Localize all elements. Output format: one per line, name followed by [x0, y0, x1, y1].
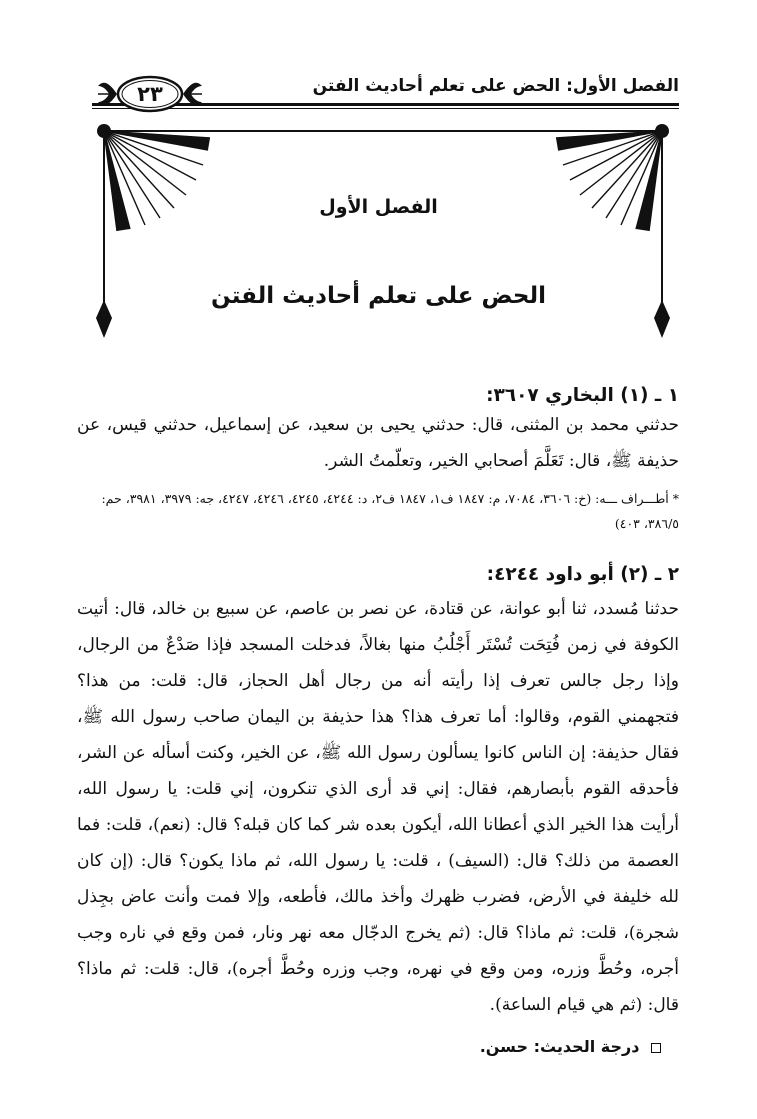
square-bullet-icon	[651, 1043, 661, 1053]
hadith-1-text: حدثني محمد بن المثنى، قال: حدثني يحيى بن سعيد، عن إسماعيل، حدثني قيس، عن حذيفة ﷺ، قال: تَعَلَّمَ أصحابي الخير، وتعلّمتُ الشر.	[77, 415, 679, 471]
hadith-2-text-block	[77, 591, 679, 1023]
hadith-2-heading-block	[77, 560, 679, 590]
hadith-1-text-block	[77, 407, 679, 479]
page-number: ٢٣	[137, 82, 163, 106]
chapter-title: الحض على تعلم أحاديث الفتن	[211, 283, 546, 309]
grade-label: درجة الحديث:	[533, 1037, 640, 1056]
hadith-2-grade-block	[77, 1032, 661, 1062]
hadith-1-heading: ١ ـ (١) البخاري ٣٦٠٧:	[486, 385, 679, 406]
hadith-1-tracks-block	[77, 486, 679, 536]
hadith-2-heading: ٢ ـ (٢) أبو داود ٤٢٤٤:	[486, 564, 679, 585]
grade-value: حسن.	[479, 1037, 528, 1056]
hadith-2-text: حدثنا مُسدد، ثنا أبو عوانة، عن قتادة، عن نصر بن عاصم، عن سبيع بن خالد، قال: أتيت الكوفة في زمن فُتِحَت تُسْتَر أَجْلُبُ منها بغالاً، فدخلت المسجد فإذا صَدْعٌ من الرجال، وإذا رجل جالس تعرف إذا رأيته أنه من رجال أهل الحجاز، قال: قلت: من هذا؟ فتجهمني القوم، وقالوا: أما تعرف هذا؟ هذا حذيفة بن اليمان صاحب رسول الله ﷺ، فقال حذيفة: إن الناس كانوا يسألون رسول الله ﷺ، عن الخير، وكنت أسأله عن الشر، فأحدقه القوم بأبصارهم، فقال: إني قد أرى الذي تنكرون، إني قلت: يا رسول الله، أرأيت هذا الخير الذي أعطانا الله، أيكون بعده شر كما كان قبله؟ قال: (نعم)، قلت: فما العصمة من ذلك؟ قال: (السيف) ، قلت: يا رسول الله، ثم ماذا يكون؟ قال: (إن كان لله خليفة في الأرض، فضرب ظهرك وأخذ مالك، فأطعه، وإلا فمت وأنت عاض بجِذل شجرة)، قلت: ثم ماذا؟ قال: (ثم يخرج الدجّال معه نهر ونار، فمن وقع في ناره وجب أجره، وحُطَّ وزره، ومن وقع في نهره، وجب وزره وحُطَّ أجره)، قال: قلت: ثم ماذا؟ قال: (ثم هي قيام الساعة).	[77, 599, 679, 1015]
hadith-1-tracks: * أطـــراف ـــه: (خ: ٣٦٠٦، ٧٠٨٤، م: ١٨٤٧ ف١، ١٨٤٧ ف٢، د: ٤٢٤٤، ٤٢٤٥، ٤٢٤٦، ٤٢٤٧، جه: ٣٩٧٩، ٣٩٨١، حم: ٣٨٦/٥، ٤٠٣)	[101, 491, 679, 531]
hadith-2-grade	[77, 1032, 661, 1062]
running-header-title: الفصل الأول: الحض على تعلم أحاديث الفتن	[312, 76, 679, 96]
chapter-label: الفصل الأول	[319, 196, 438, 218]
